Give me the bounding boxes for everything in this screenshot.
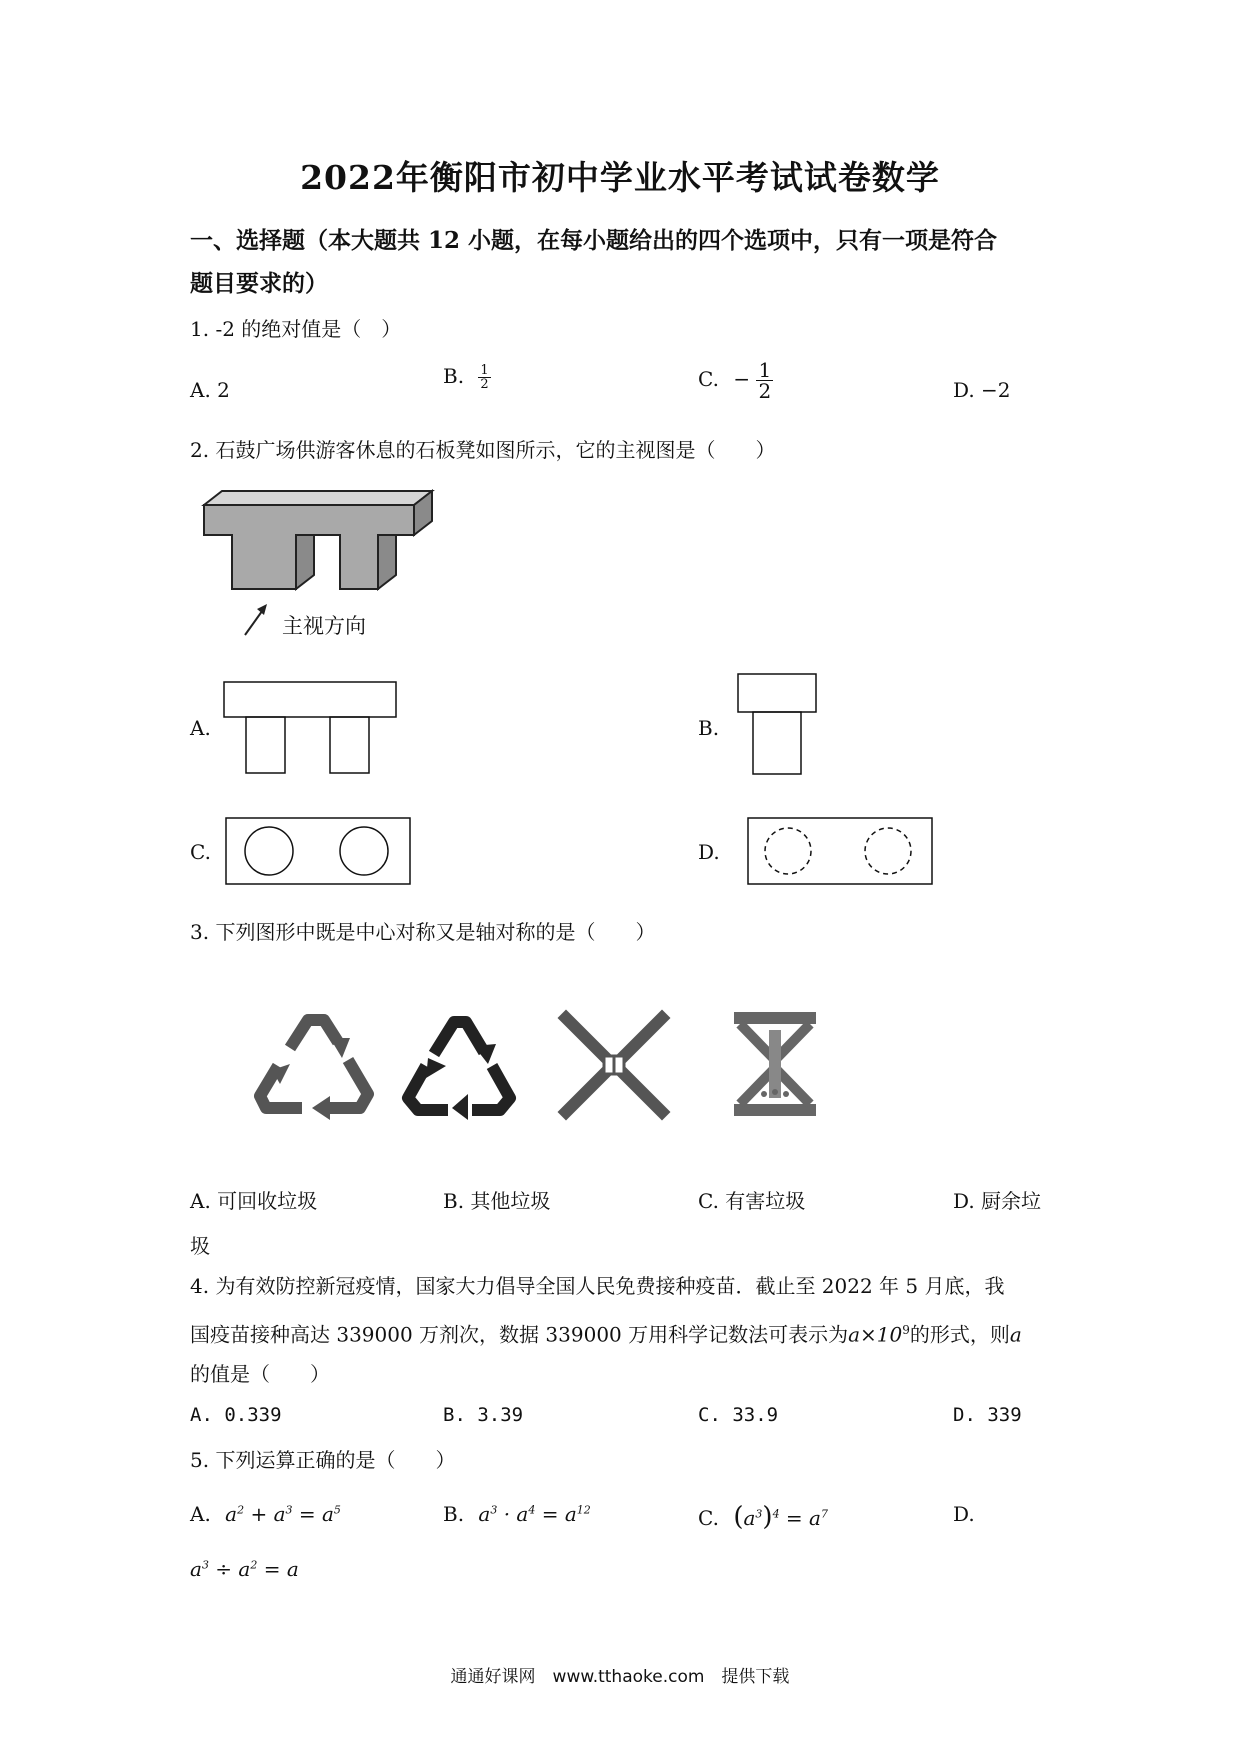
q4-line2-text: 国疫苗接种高达 339000 万剂次，数据 339000 万用科学记数法可表示为 (190, 1322, 849, 1347)
q2-option-d-figure[interactable] (746, 816, 936, 890)
q1-stem: 1. -2 的绝对值是（ ） (190, 317, 402, 341)
q4-variable: a (1009, 1322, 1022, 1347)
footer-credit: 通通好课网 www.tthaoke.com 提供下载 (450, 1667, 790, 1687)
q4-line2-text-2: 的形式，则 (909, 1322, 1010, 1347)
q1-option-d: D. −2 (953, 378, 1011, 402)
fraction-one-half (478, 364, 490, 391)
q4-line3: 的值是（ ） (190, 1362, 330, 1386)
other-waste-icon[interactable] (400, 1008, 520, 1123)
q5-option-a-label: A. (190, 1502, 211, 1526)
minus-sign: − (733, 367, 751, 391)
q3-option-d: D. 厨余垃 (953, 1189, 1042, 1213)
q5-option-c (698, 1502, 828, 1532)
q2-option-d-label: D. (698, 840, 720, 864)
q5-option-b-expr: $a^3 \cdot a^4 = a^{12}$ (478, 1502, 591, 1526)
q1-option-c (698, 360, 773, 401)
q4-option-c: C. 33.9 (698, 1404, 779, 1426)
q1-option-a: A. 2 (190, 378, 230, 402)
q2-stem: 2. 石鼓广场供游客休息的石板凳如图所示，它的主视图是（ ） (190, 438, 776, 462)
fraction-denominator: 2 (758, 379, 772, 403)
q5-option-d-expr: $a^3 \div a^2 = a$ (190, 1557, 299, 1581)
q5-option-d-label: D. (953, 1502, 975, 1526)
fraction-numerator: 1 (480, 363, 489, 378)
q3-option-c: C. 有害垃圾 (698, 1189, 806, 1213)
q4-sci-notation: a×10 (848, 1322, 903, 1347)
page-title: 2022年衡阳市初中学业水平考试试卷数学 (300, 158, 940, 197)
q2-option-c-label: C. (190, 840, 211, 864)
q3-stem: 3. 下列图形中既是中心对称又是轴对称的是（ ） (190, 920, 656, 944)
q4-option-b: B. 3.39 (443, 1404, 524, 1426)
q5-option-c-expr: $(a^3)^4 = a^7$ (733, 1502, 828, 1532)
q4-line1: 4. 为有效防控新冠疫情，国家大力倡导全国人民免费接种疫苗．截止至 2022 年 5 月底，我 (190, 1274, 1005, 1298)
kitchen-waste-icon[interactable] (730, 1010, 820, 1120)
q3-option-d-wrap: 圾 (190, 1234, 210, 1258)
recycle-icon[interactable] (250, 1008, 380, 1118)
fraction-denominator: 2 (480, 377, 489, 392)
section-heading-cont: 题目要求的） (190, 270, 328, 297)
q2-option-b-figure[interactable] (736, 672, 826, 782)
hazardous-waste-icon[interactable] (558, 1010, 670, 1120)
q5-stem: 5. 下列运算正确的是（ ） (190, 1448, 456, 1472)
q1-option-b-label: B. (443, 364, 465, 388)
q3-option-b: B. 其他垃圾 (443, 1189, 551, 1213)
fraction-one-half (756, 360, 773, 401)
section-heading: 一、选择题（本大题共 12 小题，在每小题给出的四个选项中，只有一项是符合 (190, 227, 998, 254)
q2-option-b-label: B. (698, 716, 720, 740)
q5-option-c-label: C. (698, 1506, 719, 1530)
q1-option-c-label: C. (698, 367, 719, 391)
fraction-numerator: 1 (758, 358, 772, 382)
q2-option-c-figure[interactable] (224, 816, 414, 890)
q5-option-b (443, 1502, 591, 1526)
q2-option-a-label: A. (190, 716, 211, 740)
view-direction-label: 主视方向 (282, 614, 366, 638)
q4-option-d: D. 339 (953, 1404, 1022, 1426)
q3-option-a: A. 可回收垃圾 (190, 1189, 318, 1213)
q4-exponent: 9 (902, 1323, 910, 1337)
q5-option-b-label: B. (443, 1502, 465, 1526)
q2-option-a-figure[interactable] (222, 680, 402, 780)
q5-option-a (190, 1502, 341, 1526)
q5-option-a-expr: $a^2 + a^3 = a^5$ (225, 1502, 341, 1526)
q4-option-a: A. 0.339 (190, 1404, 282, 1426)
q4-line2 (190, 1316, 1022, 1349)
q1-option-b (443, 364, 491, 391)
